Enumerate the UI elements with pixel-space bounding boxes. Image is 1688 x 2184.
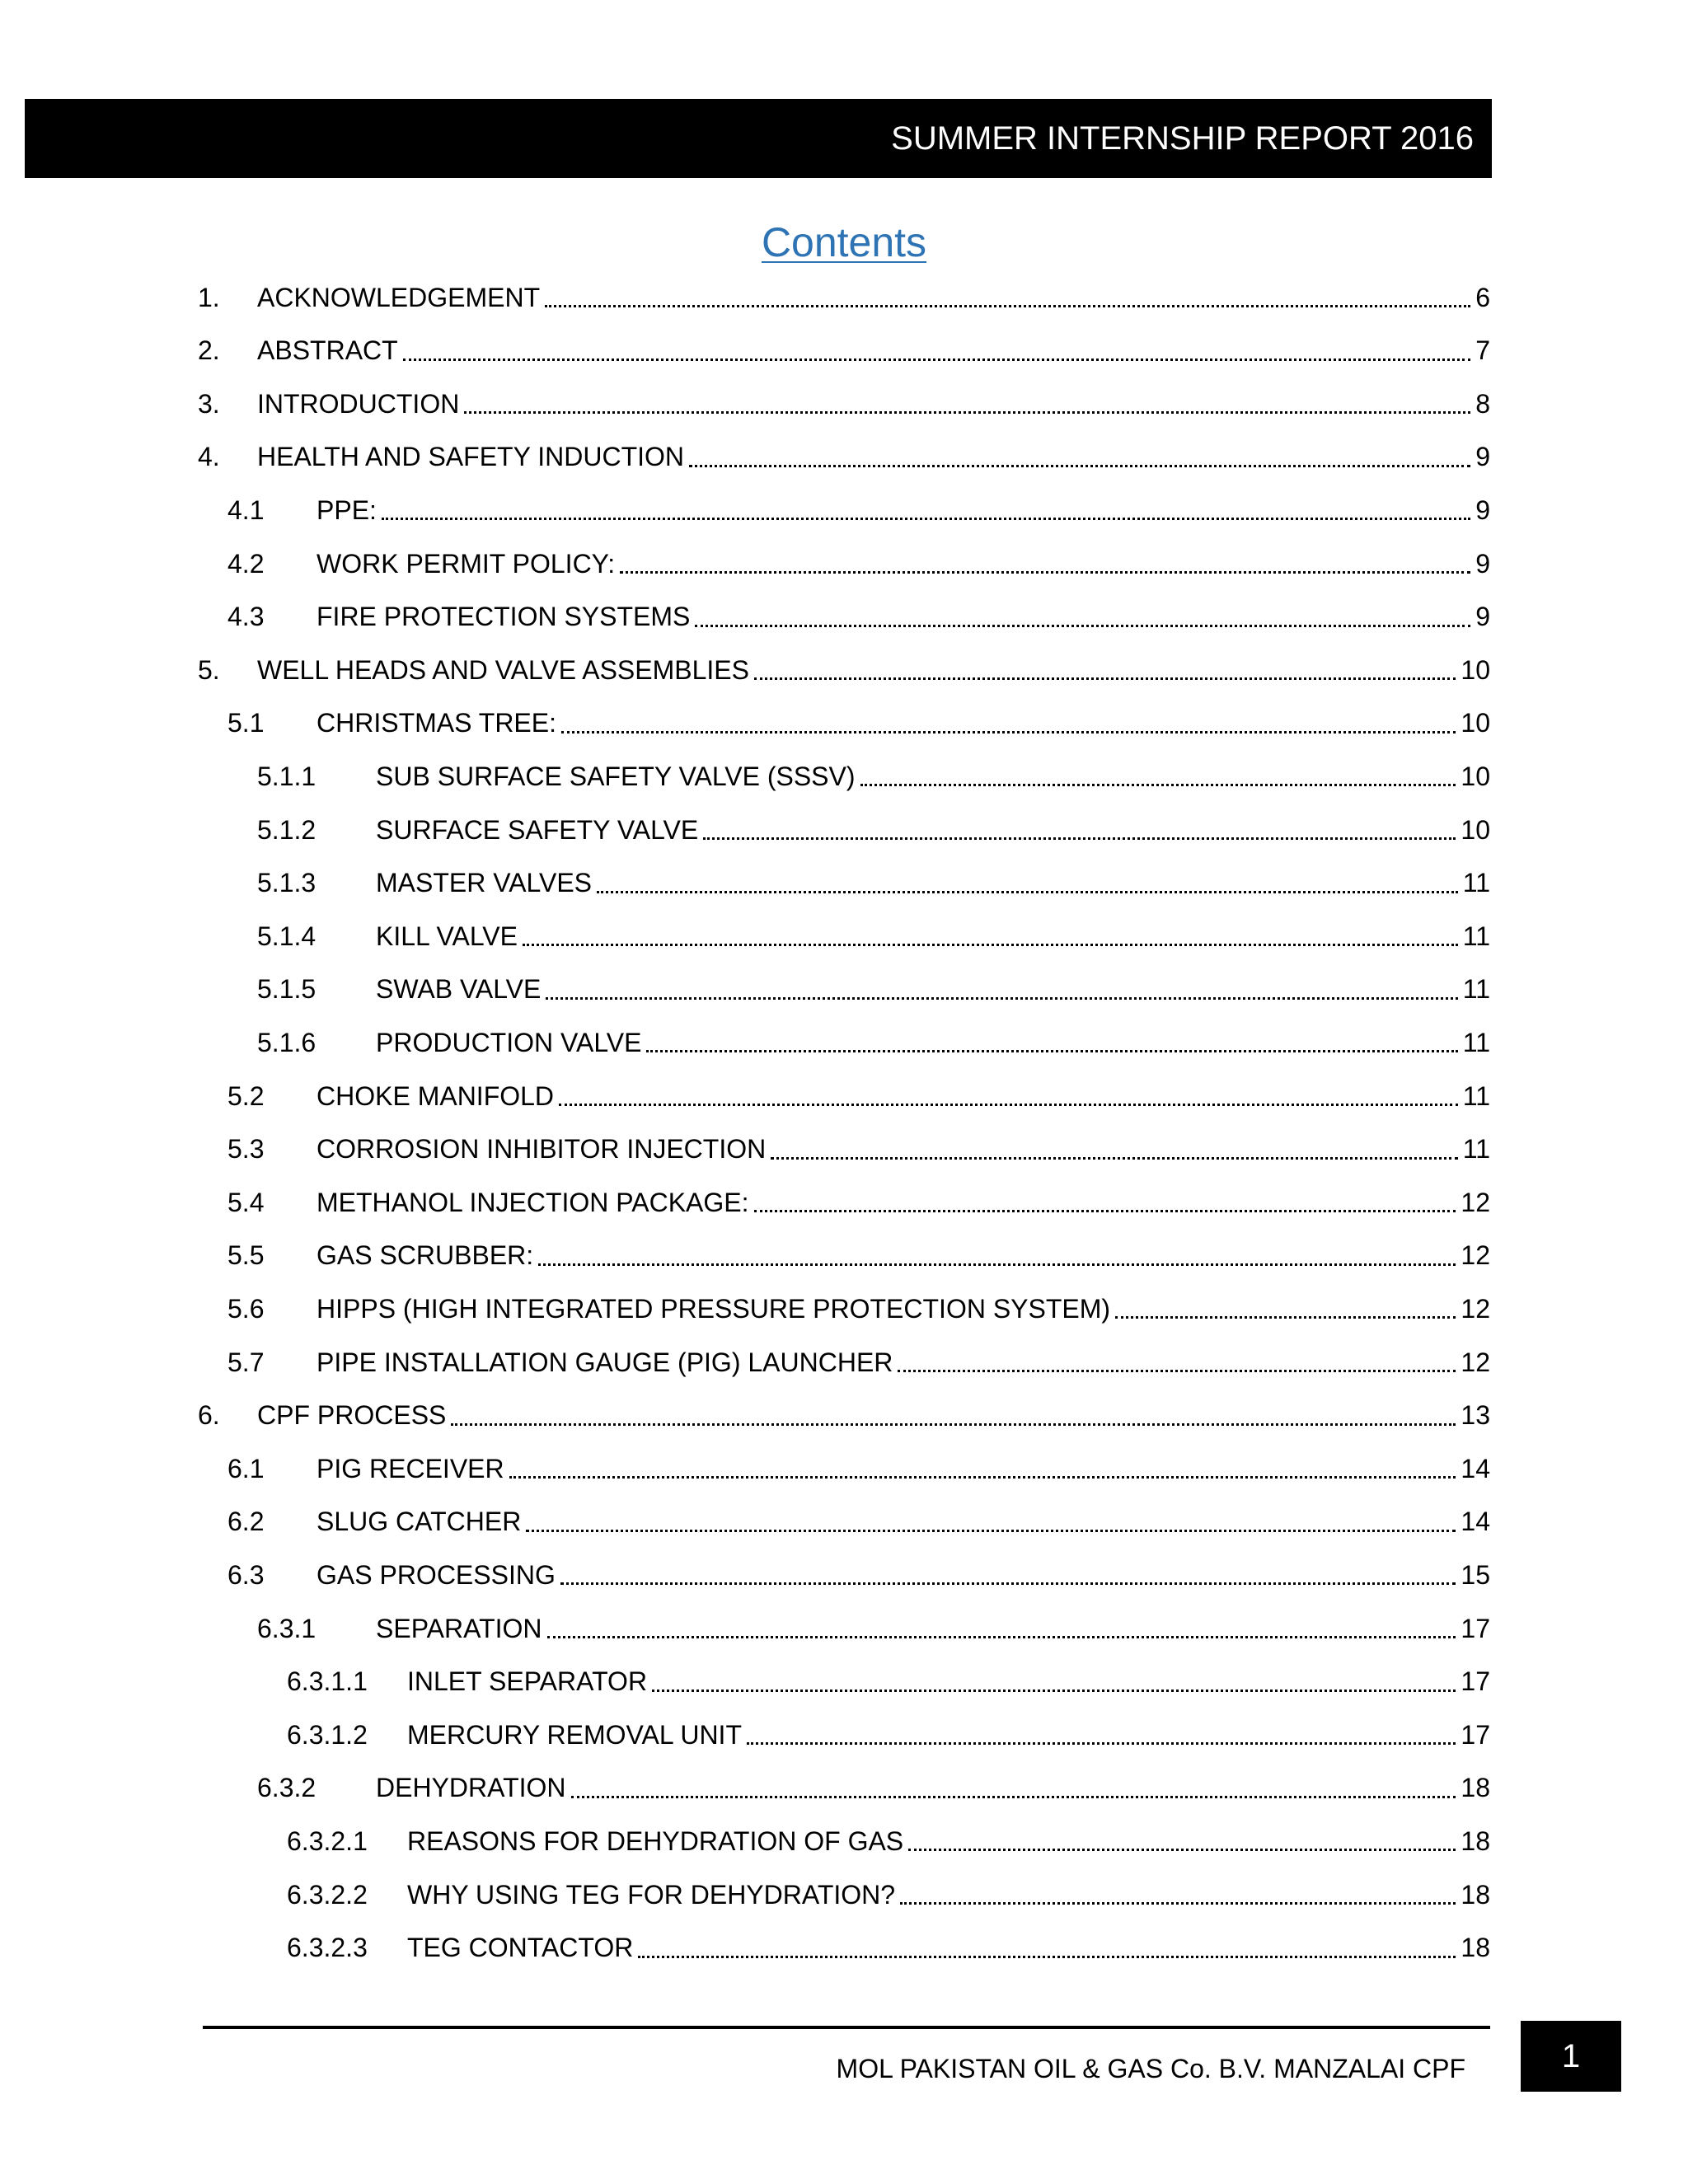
page-number: 1 xyxy=(1521,2021,1621,2092)
toc-entry-title: WHY USING TEG FOR DEHYDRATION? xyxy=(407,1879,896,1910)
toc-entry-page: 12 xyxy=(1461,1347,1490,1377)
toc-entry-number: 5.5 xyxy=(227,1240,265,1271)
toc-entry-title: INLET SEPARATOR xyxy=(407,1666,648,1697)
toc-entry-number: 3. xyxy=(198,388,220,419)
toc-entry-number: 5.1.2 xyxy=(257,814,316,845)
toc-entry[interactable] xyxy=(227,1495,1490,1549)
toc-entry-number: 5.2 xyxy=(227,1080,265,1111)
toc-entry-title: KILL VALVE xyxy=(376,921,518,951)
toc-entry-title: HIPPS (HIGH INTEGRATED PRESSURE PROTECTION SYSTEM) xyxy=(316,1293,1111,1324)
toc-entry-title: MASTER VALVES xyxy=(376,868,592,898)
toc-entry-title: GAS SCRUBBER: xyxy=(316,1240,534,1271)
toc-entry-page: 9 xyxy=(1475,442,1490,472)
toc-entry-page: 11 xyxy=(1462,1027,1490,1057)
toc-entry-page: 15 xyxy=(1461,1559,1490,1590)
toc-dot-leader xyxy=(747,1741,1456,1745)
toc-dot-leader xyxy=(561,729,1456,733)
toc-dot-leader xyxy=(620,569,1470,574)
toc-entry-title: SWAB VALVE xyxy=(376,974,542,1005)
toc-entry-page: 13 xyxy=(1461,1400,1490,1431)
toc-dot-leader xyxy=(546,996,1457,1000)
toc-entry-number: 6.3.1 xyxy=(257,1613,316,1643)
toc-entry-title: SURFACE SAFETY VALVE xyxy=(376,814,699,845)
toc-entry-page: 6 xyxy=(1475,282,1490,312)
toc-entry-number: 5.1.5 xyxy=(257,974,316,1005)
toc-dot-leader xyxy=(382,516,1470,520)
toc-dot-leader xyxy=(560,1581,1456,1585)
toc-entry-number: 5.1 xyxy=(227,708,265,738)
toc-entry-page: 11 xyxy=(1462,1134,1490,1165)
toc-entry[interactable] xyxy=(227,1335,1490,1389)
toc-entry-title: PRODUCTION VALVE xyxy=(376,1027,642,1057)
toc-entry-title: PPE: xyxy=(316,494,377,525)
toc-entry-title: CHOKE MANIFOLD xyxy=(316,1080,555,1111)
toc-entry[interactable] xyxy=(227,1548,1490,1601)
toc-dot-leader xyxy=(464,410,1470,414)
contents-heading: Contents xyxy=(761,219,927,265)
toc-dot-leader xyxy=(597,889,1458,893)
toc-entry[interactable] xyxy=(227,1441,1490,1495)
toc-entry-page: 11 xyxy=(1462,868,1490,898)
toc-entry-page: 18 xyxy=(1461,1933,1490,1963)
toc-entry-number: 5.3 xyxy=(227,1134,265,1165)
toc-entry-page: 9 xyxy=(1475,548,1490,579)
toc-dot-leader xyxy=(638,1954,1456,1958)
toc-entry-number: 6.3.2.1 xyxy=(287,1825,368,1856)
toc-entry-page: 10 xyxy=(1461,654,1490,685)
toc-entry[interactable] xyxy=(257,749,1490,803)
toc-dot-leader xyxy=(1115,1315,1456,1319)
toc-dot-leader xyxy=(526,1528,1456,1532)
toc-entry-number: 6.3.2.3 xyxy=(287,1933,368,1963)
toc-entry-number: 5.1.3 xyxy=(257,868,316,898)
toc-dot-leader xyxy=(754,1208,1456,1212)
toc-dot-leader xyxy=(703,836,1456,840)
toc-entry[interactable] xyxy=(257,909,1490,963)
toc-entry-number: 6. xyxy=(198,1400,220,1431)
toc-entry-number: 5. xyxy=(198,654,220,685)
toc-entry[interactable] xyxy=(287,1868,1490,1921)
toc-entry-page: 12 xyxy=(1461,1240,1490,1271)
toc-entry-number: 5.4 xyxy=(227,1187,265,1217)
header-bar xyxy=(25,99,1492,178)
toc-entry-title: GAS PROCESSING xyxy=(316,1559,556,1590)
toc-dot-leader xyxy=(689,463,1470,467)
toc-entry[interactable] xyxy=(227,1229,1490,1282)
toc-entry-number: 5.1.6 xyxy=(257,1027,316,1057)
toc-entry-page: 17 xyxy=(1461,1666,1490,1697)
toc-entry-page: 9 xyxy=(1475,494,1490,525)
toc-entry[interactable] xyxy=(287,1814,1490,1868)
toc-dot-leader xyxy=(646,1048,1457,1052)
toc-entry[interactable] xyxy=(198,270,1490,324)
toc-entry[interactable] xyxy=(257,963,1490,1016)
toc-dot-leader xyxy=(403,357,1471,361)
toc-entry[interactable] xyxy=(227,1069,1490,1122)
toc-entry[interactable] xyxy=(287,1655,1490,1708)
toc-entry-page: 18 xyxy=(1461,1879,1490,1910)
toc-entry-title: CORROSION INHIBITOR INJECTION xyxy=(316,1134,767,1165)
toc-entry-page: 18 xyxy=(1461,1773,1490,1803)
toc-entry[interactable] xyxy=(198,643,1490,696)
toc-entry-title: REASONS FOR DEHYDRATION OF GAS xyxy=(407,1825,904,1856)
toc-entry[interactable] xyxy=(257,1015,1490,1069)
toc-entry[interactable] xyxy=(227,1122,1490,1176)
toc-entry-page: 18 xyxy=(1461,1825,1490,1856)
toc-dot-leader xyxy=(451,1422,1456,1426)
toc-entry-title: INTRODUCTION xyxy=(257,388,460,419)
toc-entry[interactable] xyxy=(227,537,1490,590)
toc-entry-number: 6.3.2.2 xyxy=(287,1879,368,1910)
toc-entry-title: CPF PROCESS xyxy=(257,1400,447,1431)
toc-entry[interactable] xyxy=(227,1282,1490,1335)
toc-entry-title: METHANOL INJECTION PACKAGE: xyxy=(316,1187,749,1217)
toc-entry-title: WELL HEADS AND VALVE ASSEMBLIES xyxy=(257,654,749,685)
toc-entry-title: WORK PERMIT POLICY: xyxy=(316,548,616,579)
toc-entry[interactable] xyxy=(227,696,1490,750)
toc-entry-page: 10 xyxy=(1461,814,1490,845)
toc-dot-leader xyxy=(571,1794,1456,1798)
toc-dot-leader xyxy=(900,1900,1456,1905)
toc-entry-page: 10 xyxy=(1461,761,1490,791)
toc-entry-title: CHRISTMAS TREE: xyxy=(316,708,556,738)
toc-entry[interactable] xyxy=(257,856,1490,910)
toc-dot-leader xyxy=(559,1102,1458,1106)
toc-dot-leader xyxy=(695,623,1470,627)
report-title: SUMMER INTERNSHIP REPORT 2016 xyxy=(891,120,1474,157)
toc-entry-title: TEG CONTACTOR xyxy=(407,1933,634,1963)
toc-entry-number: 4.1 xyxy=(227,494,265,525)
toc-entry-number: 6.3.2 xyxy=(257,1773,316,1803)
toc-entry[interactable] xyxy=(257,1761,1490,1815)
toc-entry[interactable] xyxy=(227,1175,1490,1229)
toc-entry[interactable] xyxy=(227,483,1490,537)
toc-dot-leader xyxy=(908,1847,1456,1851)
toc-entry[interactable] xyxy=(227,590,1490,644)
toc-entry[interactable] xyxy=(198,430,1490,484)
toc-entry-number: 4.2 xyxy=(227,548,265,579)
toc-dot-leader xyxy=(898,1368,1456,1372)
toc-entry-title: ABSTRACT xyxy=(257,335,398,366)
toc-entry-number: 5.7 xyxy=(227,1347,265,1377)
toc-entry-page: 14 xyxy=(1461,1507,1490,1537)
toc-entry-page: 10 xyxy=(1461,708,1490,738)
toc-entry-page: 9 xyxy=(1475,602,1490,632)
toc-dot-leader xyxy=(771,1155,1458,1160)
toc-entry-number: 4.3 xyxy=(227,602,265,632)
toc-entry-title: PIG RECEIVER xyxy=(316,1453,504,1483)
toc-dot-leader xyxy=(754,676,1456,680)
toc-dot-leader xyxy=(652,1688,1456,1692)
toc-entry-title: HEALTH AND SAFETY INDUCTION xyxy=(257,442,684,472)
toc-dot-leader xyxy=(538,1262,1456,1266)
toc-entry-page: 12 xyxy=(1461,1293,1490,1324)
toc-entry-title: DEHYDRATION xyxy=(376,1773,566,1803)
toc-dot-leader xyxy=(545,303,1470,307)
toc-entry-page: 12 xyxy=(1461,1187,1490,1217)
toc-entry-number: 5.1.4 xyxy=(257,921,316,951)
toc-entry-page: 17 xyxy=(1461,1613,1490,1643)
toc-dot-leader xyxy=(509,1474,1456,1479)
toc-entry-title: MERCURY REMOVAL UNIT xyxy=(407,1719,742,1750)
toc-entry-number: 5.6 xyxy=(227,1293,265,1324)
toc-entry-number: 5.1.1 xyxy=(257,761,316,791)
toc-entry[interactable] xyxy=(257,803,1490,856)
footer-divider xyxy=(203,2026,1490,2029)
toc-entry-page: 17 xyxy=(1461,1719,1490,1750)
toc-entry-number: 2. xyxy=(198,335,220,366)
toc-entry-page: 14 xyxy=(1461,1453,1490,1483)
toc-entry[interactable] xyxy=(198,324,1490,377)
toc-entry-title: ACKNOWLEDGEMENT xyxy=(257,282,541,312)
toc-entry-title: SUB SURFACE SAFETY VALVE (SSSV) xyxy=(376,761,856,791)
toc-entry[interactable] xyxy=(198,1389,1490,1442)
toc-entry[interactable] xyxy=(287,1708,1490,1761)
toc-entry-number: 6.3 xyxy=(227,1559,265,1590)
toc-entry-page: 8 xyxy=(1475,388,1490,419)
toc-entry-number: 4. xyxy=(198,442,220,472)
toc-entry-number: 6.3.1.2 xyxy=(287,1719,368,1750)
footer-company: MOL PAKISTAN OIL & GAS Co. B.V. MANZALAI CPF xyxy=(836,2054,1465,2083)
toc-entry-title: PIPE INSTALLATION GAUGE (PIG) LAUNCHER xyxy=(316,1347,893,1377)
toc-dot-leader xyxy=(523,942,1458,946)
toc-entry-number: 6.1 xyxy=(227,1453,265,1483)
toc-entry-page: 11 xyxy=(1462,1080,1490,1111)
toc-dot-leader xyxy=(547,1634,1456,1638)
toc-entry-page: 7 xyxy=(1475,335,1490,366)
toc-entry-page: 11 xyxy=(1462,921,1490,951)
toc-entry-number: 1. xyxy=(198,282,220,312)
toc-entry-title: FIRE PROTECTION SYSTEMS xyxy=(316,602,691,632)
toc-entry-title: SEPARATION xyxy=(376,1613,542,1643)
toc-entry[interactable] xyxy=(287,1921,1490,1975)
toc-entry-number: 6.2 xyxy=(227,1507,265,1537)
toc-entry-number: 6.3.1.1 xyxy=(287,1666,368,1697)
toc-entry-page: 11 xyxy=(1462,974,1490,1005)
toc-dot-leader xyxy=(860,782,1456,786)
toc-entry-title: SLUG CATCHER xyxy=(316,1507,522,1537)
toc-entry[interactable] xyxy=(198,377,1490,430)
toc-entry[interactable] xyxy=(257,1601,1490,1655)
